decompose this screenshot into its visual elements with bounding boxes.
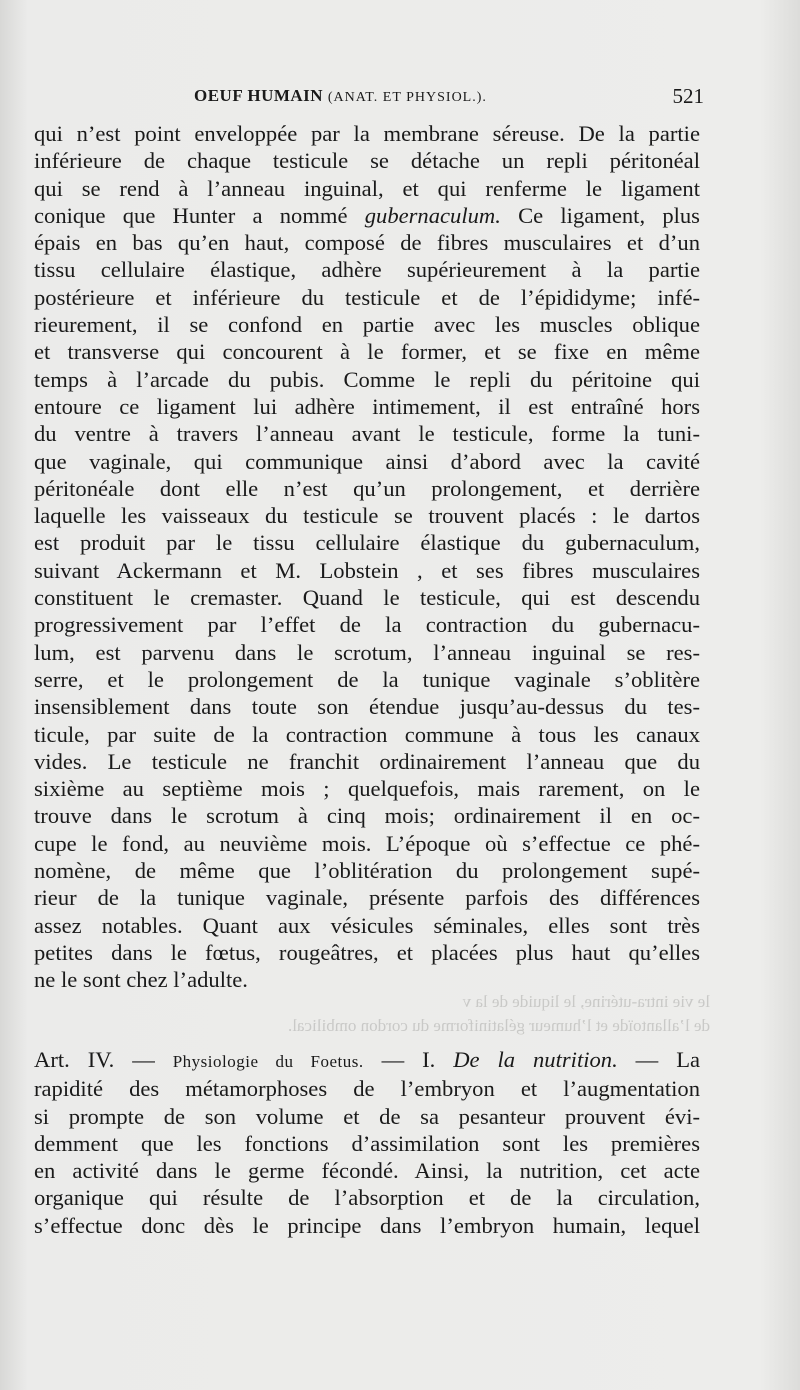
text-line: péritonéale dont elle n’est qu’un prolongement, et derrière xyxy=(34,475,700,501)
text-line: rieur de la tunique vaginale, présente parfois des différences xyxy=(34,885,700,911)
subsection-title: De la nutrition. xyxy=(453,1047,618,1072)
text-line: tissu cellulaire élastique, adhère supérieurement à la partie xyxy=(34,257,700,283)
text-line: laquelle les vaisseaux du testicule se trouvent placés : le dartos xyxy=(34,503,700,529)
text-line: temps à l’arcade du pubis. Comme le repli du péritoine qui xyxy=(34,366,700,392)
bleed-line: le vie intra-utérine, le liquide de la v xyxy=(462,992,710,1011)
running-title-sub: (ANAT. ET PHYSIOL.). xyxy=(327,90,487,105)
running-title-main: OEUF HUMAIN xyxy=(194,86,324,105)
running-title xyxy=(194,86,487,106)
text-line: vides. Le testicule ne franchit ordinairement l’anneau que du xyxy=(34,748,700,774)
text-line: s’effectue donc dès le principe dans l’embryon humain, lequel xyxy=(34,1212,700,1238)
text-line: rieurement, il se confond en partie avec les muscles oblique xyxy=(34,312,700,338)
text-line: suivant Ackermann et M. Lobstein , et ses fibres musculaires xyxy=(34,557,700,583)
text-line: serre, et le prolongement de la tunique vaginale s’oblitère xyxy=(34,666,700,692)
text-line: entoure ce ligament lui adhère intimement, il est entraîné hors xyxy=(34,393,700,419)
text-line: en activité dans le germe fécondé. Ainsi, la nutrition, cet acte xyxy=(34,1158,700,1184)
bleed-through-text xyxy=(287,990,710,1038)
text-line: sixième au septième mois ; quelquefois, mais rarement, on le xyxy=(34,776,700,802)
text-line: cupe le fond, au neuvième mois. L’époque où s’effectue ce phé- xyxy=(34,830,700,856)
text-line: petites dans le fœtus, rougeâtres, et placées plus haut qu’elles xyxy=(34,939,700,965)
section-physiology-of-fetus xyxy=(34,1046,700,1239)
text-line: qui se rend à l’anneau inguinal, et qui renferme le ligament xyxy=(34,175,700,201)
text-line: inférieure de chaque testicule se détache un repli péritonéal xyxy=(34,148,700,174)
text-line: demment que les fonctions d’assimilation sont les premières xyxy=(34,1130,700,1156)
text-line: rapidité des métamorphoses de l’embryon et l’augmentation xyxy=(34,1076,700,1102)
text-line: organique qui résulte de l’absorption et de la circulation, xyxy=(34,1185,700,1211)
text-line: ne le sont chez l’adulte. xyxy=(34,967,248,993)
text-line: trouve dans le scrotum à cinq mois; ordinairement il en oc- xyxy=(34,803,700,829)
page-number: 521 xyxy=(672,84,704,108)
text-line: assez notables. Quant aux vésicules séminales, elles sont très xyxy=(34,912,700,938)
text-line: qui n’est point enveloppée par la membrane séreuse. De la partie xyxy=(34,121,700,146)
running-header xyxy=(34,86,704,118)
bleed-line: de l’allantoïde et l’humeur gélatiniforme du cordon ombilical. xyxy=(287,1016,710,1035)
article-number: Art. IV. xyxy=(34,1047,115,1072)
subsection-number: I. xyxy=(422,1047,436,1072)
text-line: si prompte de son volume et de sa pesanteur prouvent évi- xyxy=(34,1103,700,1129)
text-line: ticule, par suite de la contraction commune à tous les canaux xyxy=(34,721,700,747)
text-line: est produit par le tissu cellulaire élastique du gubernaculum, xyxy=(34,530,700,556)
text-line: constituent le cremaster. Quand le testicule, qui est descendu xyxy=(34,585,700,611)
text-line: épais en bas qu’en haut, composé de fibres musculaires et d’un xyxy=(34,230,700,256)
paragraph-testicle-descent xyxy=(34,120,700,994)
text-line: nomène, de même que l’oblitération du prolongement supé- xyxy=(34,858,700,884)
section-heading-line: Art. IV. — Physiologie du Foetus. — I. De la nutrition. — La xyxy=(34,1047,701,1072)
text-line: lum, est parvenu dans le scrotum, l’anneau inguinal se res- xyxy=(34,639,700,665)
italic-term: gubernaculum. xyxy=(364,202,501,228)
text-line: du ventre à travers l’anneau avant le testicule, forme la tuni- xyxy=(34,421,700,447)
section-title: Physiologie du Foetus. xyxy=(172,1052,364,1071)
first-line-end: La xyxy=(676,1047,701,1072)
text-line: postérieure et inférieure du testicule et de l’épididyme; infé- xyxy=(34,284,700,310)
text-line: progressivement par l’effet de la contraction du gubernacu- xyxy=(34,612,700,638)
text-line: conique que Hunter a nommé gubernaculum. Ce ligament, plus xyxy=(34,202,700,228)
text-line: que vaginale, qui communique ainsi d’abord avec la cavité xyxy=(34,448,700,474)
text-line: et transverse qui concourent à le former, et se fixe en même xyxy=(34,339,700,365)
text-line: insensiblement dans toute son étendue jusqu’au-dessus du tes- xyxy=(34,694,700,720)
